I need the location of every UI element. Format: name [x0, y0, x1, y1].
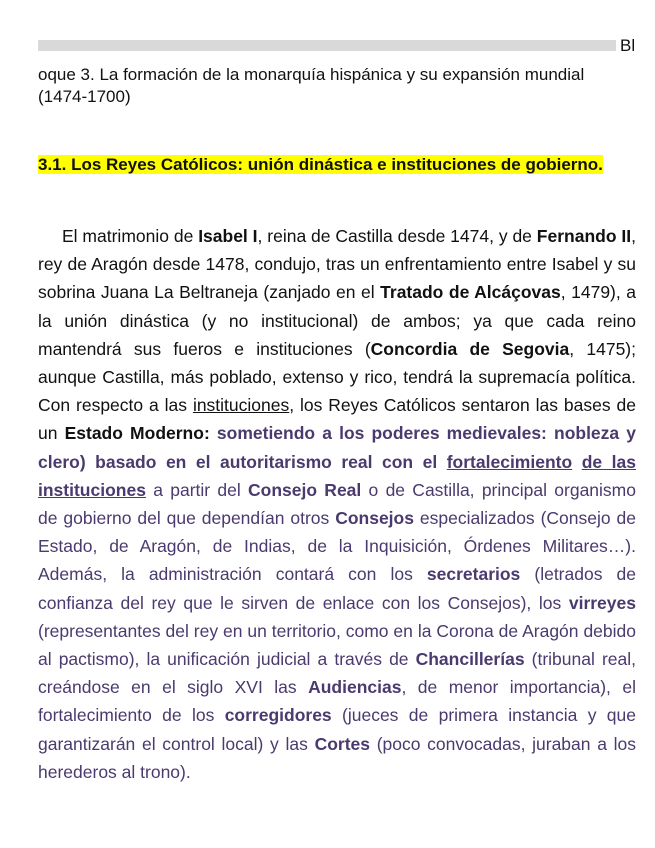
header-bar: [38, 40, 616, 51]
purple-text: a partir del: [145, 479, 248, 500]
bold-term: Estado Moderno:: [64, 423, 210, 444]
purple-underlined-term: de las instituciones: [38, 451, 636, 500]
header-title: oque 3. La formación de la monarquía hispánica y su expansión mundial (1474-1700): [38, 65, 585, 106]
purple-text: (letrados de confianza del rey que le sirven de enlace con los Consejos), los: [38, 564, 636, 613]
body-text: [38, 222, 636, 786]
underlined-term: instituciones: [192, 395, 290, 416]
text: , 1479), a la unión dinástica (y no institucional) de ambos; ya que cada reino mantendrá sus fueros e instituciones (: [38, 282, 636, 359]
bold-term: secretarios: [426, 564, 521, 585]
bold-term: Consejo Real: [248, 479, 362, 500]
text: , rey de Aragón desde 1478, condujo, tras un enfrentamiento entre Isabel y su sobrina Juana La Beltraneja (zanjado en el: [38, 226, 636, 303]
bold-term: Cortes: [314, 733, 370, 754]
text: , los Reyes Católicos sentaron las bases de un: [38, 395, 636, 444]
purple-text: (jueces de primera instancia y que garantizarán el control local) y las: [38, 705, 636, 754]
bold-term: Concordia de Segovia: [370, 338, 570, 359]
bold-term: Isabel I: [198, 226, 258, 246]
bold-term: virreyes: [568, 592, 636, 613]
section-heading-text: 3.1. Los Reyes Católicos: unión dinástica e instituciones de gobierno.: [38, 155, 603, 174]
bold-term: Tratado de Alcáçovas: [380, 282, 561, 303]
purple-text: (poco convocadas, juraban a los herederos al trono).: [38, 733, 637, 782]
bold-term: Chancillerías: [415, 649, 525, 670]
purple-text: (tribunal real, creándose en el siglo XVI las: [38, 649, 636, 698]
text: El matrimonio de: [62, 226, 199, 246]
text: , 1475); aunque Castilla, más poblado, extenso y rico, tendrá la supremacía política. Con respecto a las: [38, 338, 636, 416]
header-tail-text: Bl: [620, 36, 636, 55]
bold-term: Consejos: [335, 508, 414, 529]
purple-bold-text: sometiendo a los poderes medievales: nobleza y clero) basado en el autoritarismo real con el: [38, 423, 637, 472]
text: , reina de Castilla desde 1474, y de: [257, 226, 537, 246]
bold-term: Fernando II: [536, 226, 632, 246]
purple-text: , de menor importancia), el fortalecimiento de los: [38, 677, 636, 726]
bold-term: Audiencias: [308, 677, 402, 698]
section-heading: [38, 153, 618, 176]
purple-bold-text: [572, 452, 582, 472]
purple-text: (representantes del rey en un territorio, como en la Corona de Aragón debido al pactismo), la unificación judicial a través de: [38, 620, 636, 670]
purple-underlined-term: fortalecimiento: [446, 451, 573, 472]
paragraph: [38, 222, 636, 786]
purple-text: o de Castilla, principal organismo de gobierno del que dependían otros: [38, 479, 636, 529]
bold-term: corregidores: [224, 705, 332, 726]
purple-text: especializados (Consejo de Estado, de Aragón, de Indias, de la Inquisición, Órdenes Militares…). Además, la administración contará con los: [38, 508, 636, 585]
